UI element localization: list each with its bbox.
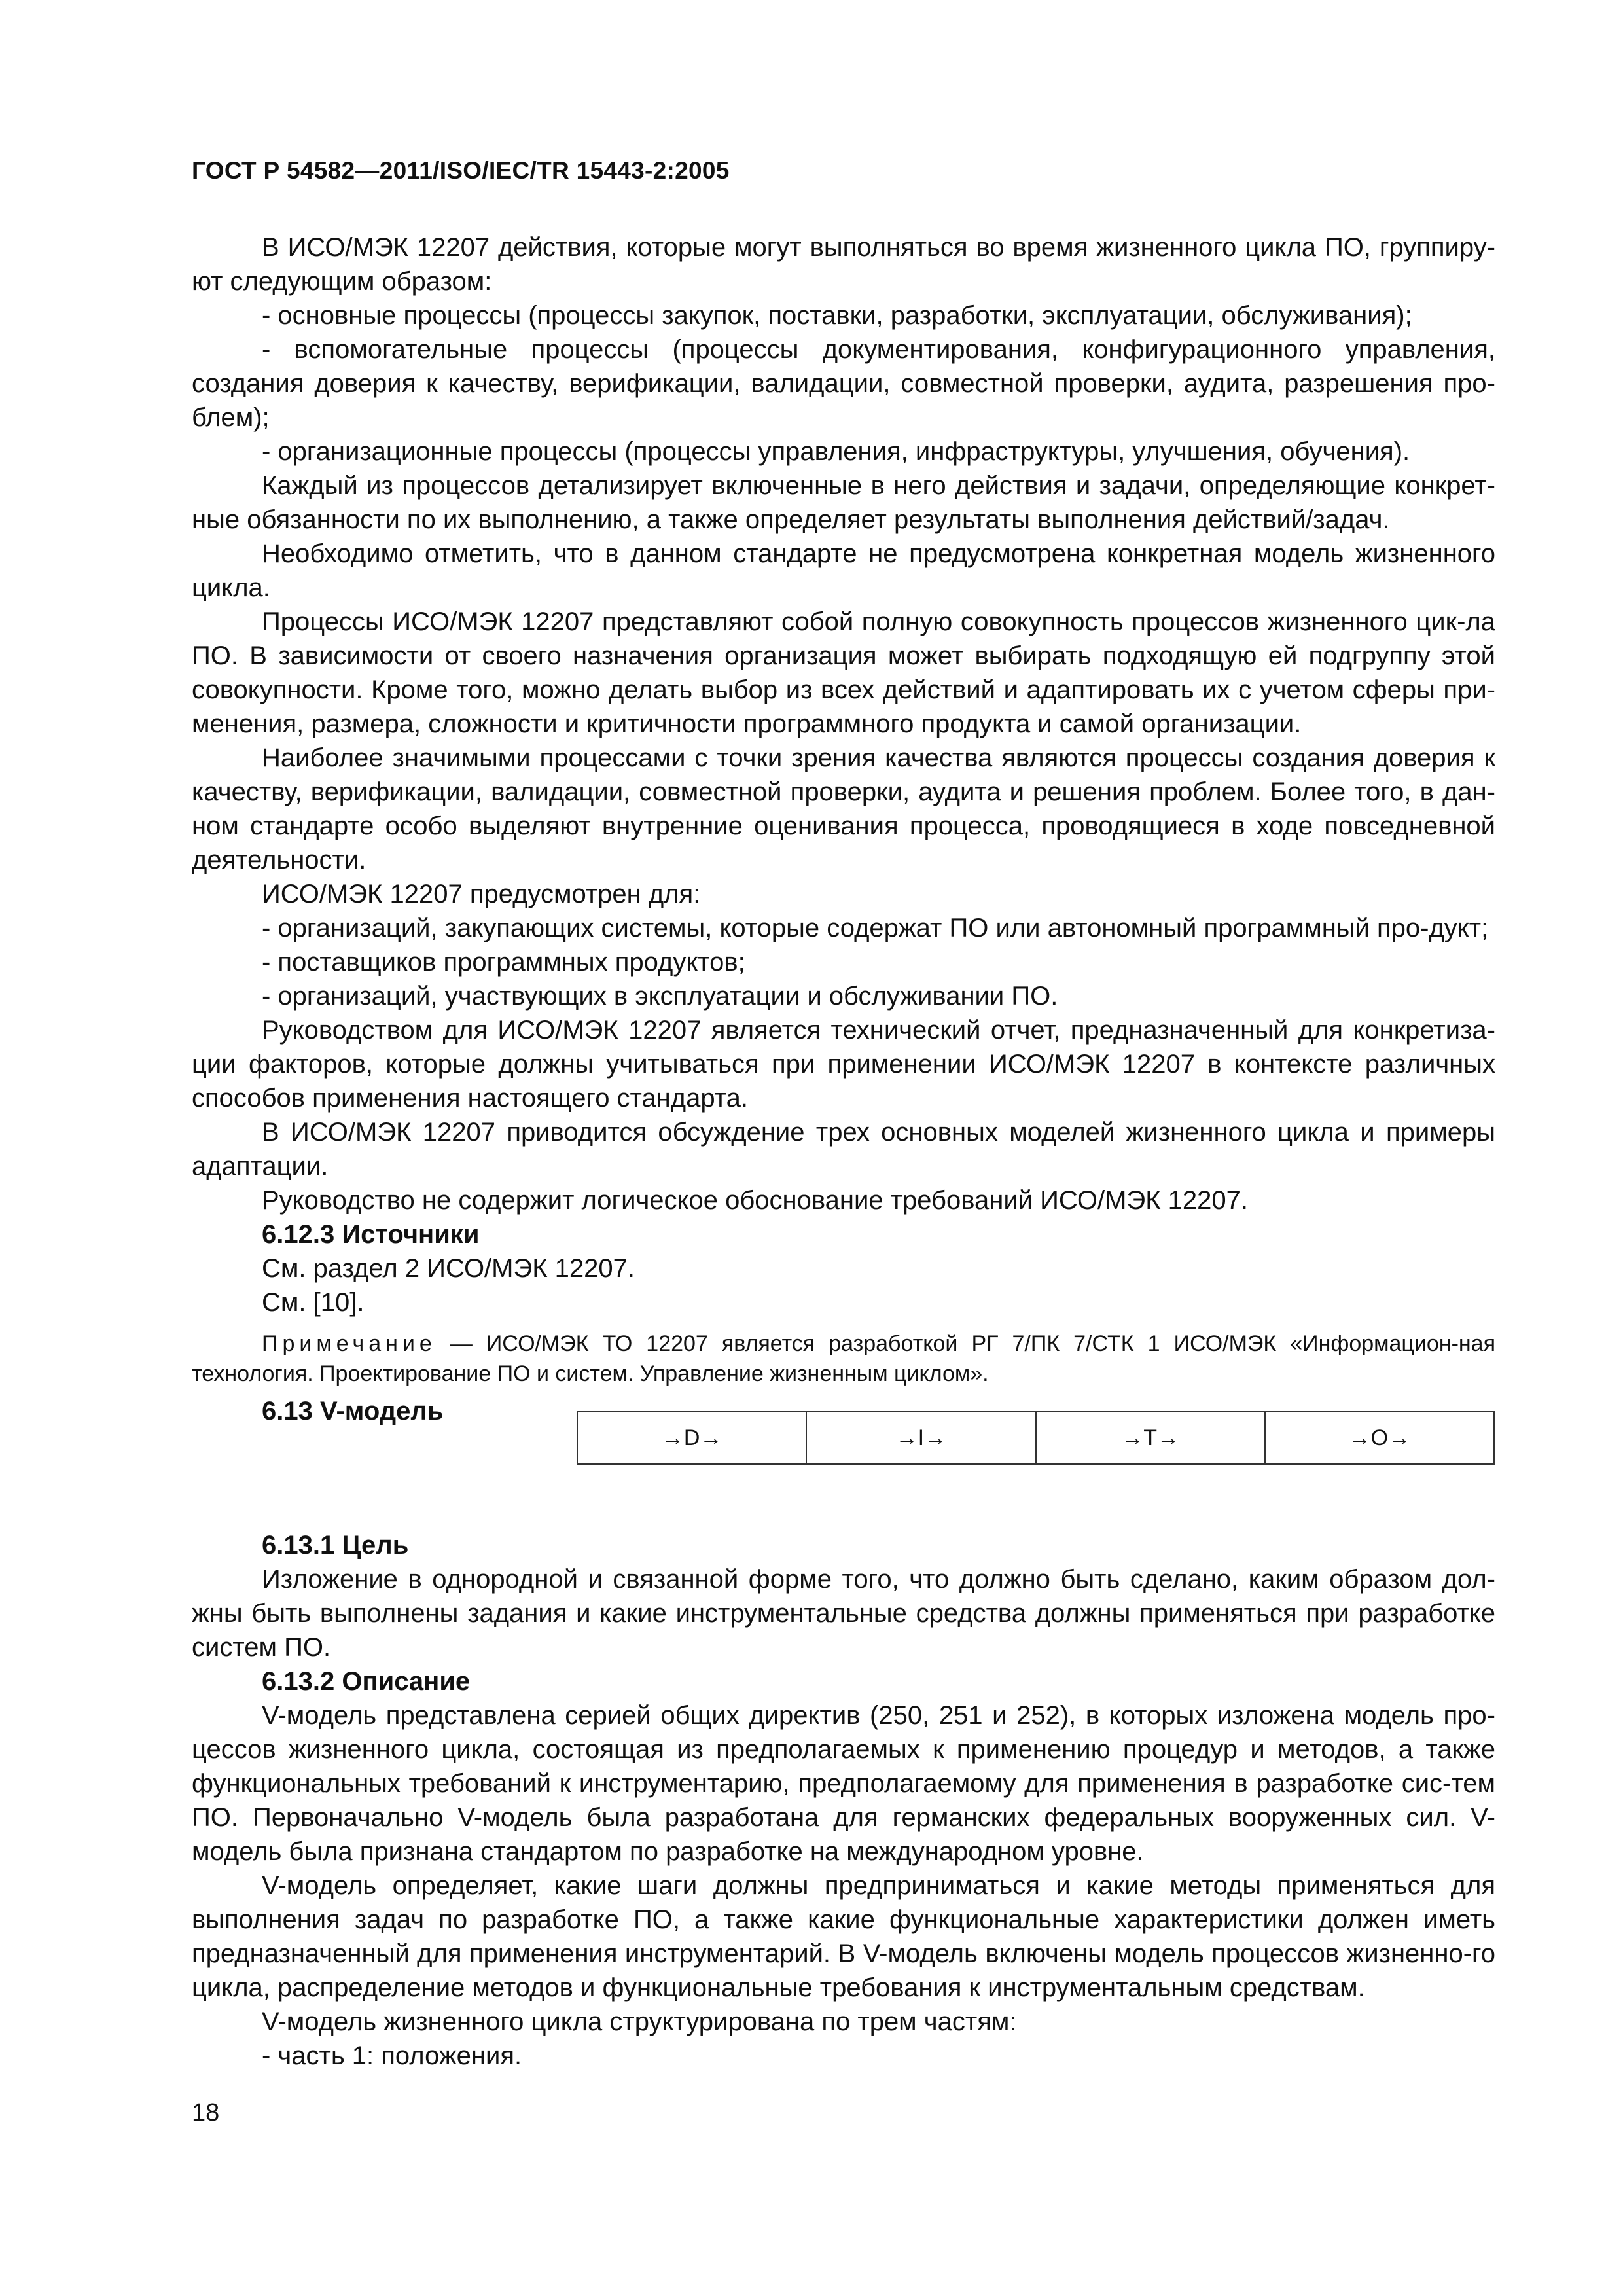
list-item: - организационные процессы (процессы управления, инфраструктуры, улучшения, обучения). xyxy=(262,437,1410,466)
v-model-cell-o: →O→ xyxy=(1348,1425,1411,1450)
note-paragraph xyxy=(192,1329,1495,1389)
note-text: — ИСО/МЭК ТО 12207 является разработкой РГ 7/ПК 7/СТК 1 ИСО/МЭК «Информацион-ная технология. Проектирование ПО и систем. Управление жизненным циклом». xyxy=(192,1331,1495,1386)
section-heading-6-13-2: 6.13.2 Описание xyxy=(262,1667,471,1696)
reference-line: См. раздел 2 ИСО/МЭК 12207. xyxy=(262,1254,635,1283)
paragraph: Руководством для ИСО/МЭК 12207 является технический отчет, предназначенный для конкретиза-ции факторов, которые должны учитываться при применении ИСО/МЭК 12207 в контексте различных способов применения настоящего стандарта. xyxy=(192,1016,1495,1113)
list-item: - вспомогательные процессы (процессы документирования, конфигурационного управления, создания доверия к качеству, верификации, валидации, совместной проверки, аудита, разрешения про-блем); xyxy=(192,335,1495,432)
paragraph: В ИСО/МЭК 12207 приводится обсуждение трех основных моделей жизненного цикла и примеры адаптации. xyxy=(192,1118,1495,1181)
paragraph: Наиболее значимыми процессами с точки зрения качества являются процессы создания доверия к качеству, верификации, валидации, совместной проверки, аудита и решения проблем. Более того, в дан-ном стандарте особо выделяют внутренние оценивания процесса, проводящиеся в ходе повседневной деятельности. xyxy=(192,744,1495,874)
note-label: Примечание xyxy=(262,1331,437,1356)
body-text-top xyxy=(192,230,1495,1428)
list-item: - организаций, закупающих системы, которые содержат ПО или автономный программный про-дукт; xyxy=(262,914,1489,942)
paragraph: ИСО/МЭК 12207 предусмотрен для: xyxy=(262,880,701,908)
v-model-cell-i: →I→ xyxy=(807,1412,1036,1463)
paragraph: В ИСО/МЭК 12207 действия, которые могут выполняться во время жизненного цикла ПО, группиру-ют следующим образом: xyxy=(192,233,1495,296)
list-item: - основные процессы (процессы закупок, поставки, разработки, эксплуатации, обслуживания); xyxy=(262,301,1412,330)
list-item: - часть 1: положения. xyxy=(262,2041,522,2070)
v-model-cell-d: →D→ xyxy=(578,1412,807,1463)
document-header: ГОСТ Р 54582—2011/ISO/IEC/TR 15443-2:2005 xyxy=(192,157,730,184)
body-text-bottom xyxy=(192,1528,1495,2073)
paragraph: V-модель определяет, какие шаги должны предприниматься и какие методы применяться для выполнения задач по разработке ПО, а также какие функциональные характеристики должен иметь предназначенный для применения инструментарий. В V-модель включены модель процессов жизненно-го цикла, распределение методов и функциональные требования к инструментальным средствам. xyxy=(192,1871,1495,2002)
section-heading-6-12-3: 6.12.3 Источники xyxy=(262,1220,480,1249)
list-item: - поставщиков программных продуктов; xyxy=(262,948,745,977)
v-model-table xyxy=(577,1411,1495,1465)
list-item: - организаций, участвующих в эксплуатации и обслуживании ПО. xyxy=(262,982,1058,1011)
page-number: 18 xyxy=(192,2099,220,2126)
paragraph: Руководство не содержит логическое обоснование требований ИСО/МЭК 12207. xyxy=(262,1186,1248,1215)
paragraph: Необходимо отметить, что в данном стандарте не предусмотрена конкретная модель жизненного цикла. xyxy=(192,539,1495,602)
paragraph: Процессы ИСО/МЭК 12207 представляют собой полную совокупность процессов жизненного цик-ла ПО. В зависимости от своего назначения организация может выбирать подходящую ей подгруппу этой совокупности. Кроме того, можно делать выбор из всех действий и адаптировать их с учетом сферы при-менения, размера, сложности и критичности программного продукта и самой организации. xyxy=(192,607,1495,738)
paragraph: V-модель представлена серией общих директив (250, 251 и 252), в которых изложена модель про-цессов жизненного цикла, состоящая из предполагаемых к применению процедур и методов, а также функциональных требований к инструментарию, предполагаемому для применения в разработке сис-тем ПО. Первоначально V-модель была разработана для германских федеральных вооруженных сил. V-модель была признана стандартом по разработке на международном уровне. xyxy=(192,1701,1495,1866)
section-heading-6-13-1: 6.13.1 Цель xyxy=(262,1531,409,1560)
paragraph: V-модель жизненного цикла структурирована по трем частям: xyxy=(262,2007,1017,2036)
section-heading-6-13: 6.13 V-модель xyxy=(262,1397,444,1426)
v-model-cell-t: →T→ xyxy=(1037,1412,1266,1463)
reference-line: См. [10]. xyxy=(262,1288,365,1317)
paragraph: Изложение в однородной и связанной форме того, что должно быть сделано, каким образом дол-жны быть выполнены задания и какие инструментальные средства должны применяться при разработке систем ПО. xyxy=(192,1565,1495,1662)
paragraph: Каждый из процессов детализирует включенные в него действия и задачи, определяющие конкрет-ные обязанности по их выполнению, а также определяет результаты выполнения действий/задач. xyxy=(192,471,1495,534)
